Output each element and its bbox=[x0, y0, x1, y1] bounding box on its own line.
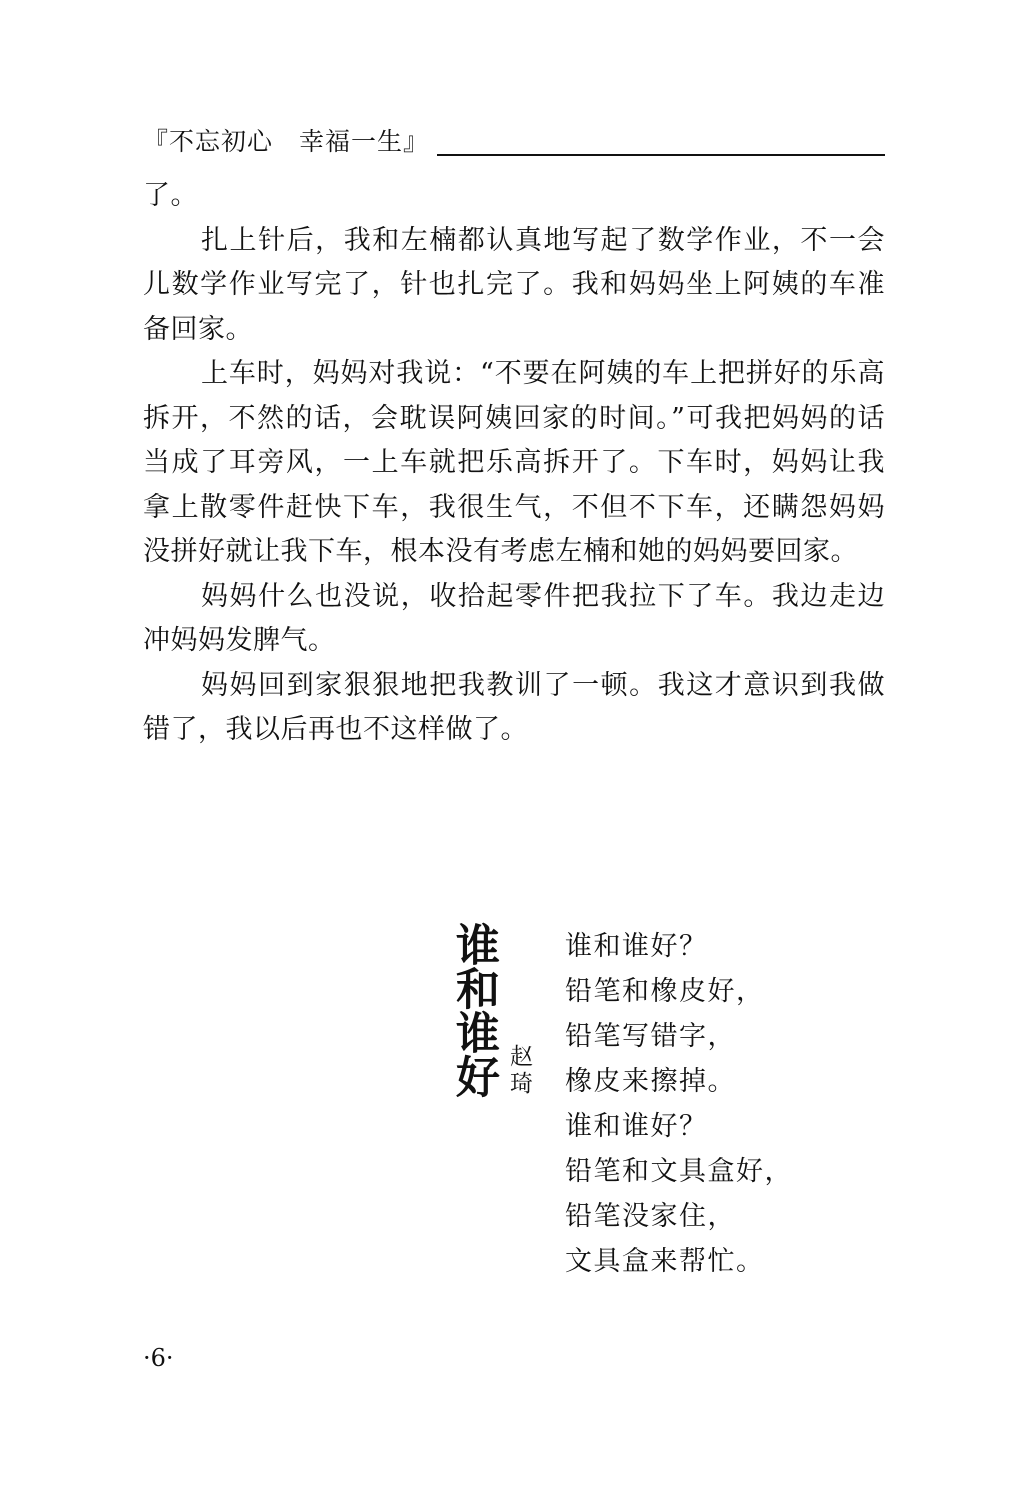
poem-line: 铅笔和橡皮好， bbox=[565, 976, 765, 1007]
poem-body bbox=[565, 924, 885, 1284]
poem-title: 谁和谁好 bbox=[448, 922, 499, 1098]
poem-line: 铅笔没家住， bbox=[565, 1201, 736, 1232]
poem-line: 谁和谁好？ bbox=[565, 931, 708, 962]
paragraph: 扎上针后，我和左楠都认真地写起了数学作业，不一会儿数学作业写完了，针也扎完了。我和妈妈坐上阿姨的车准备回家。 bbox=[143, 224, 885, 345]
poem-line: 铅笔和文具盒好， bbox=[565, 1156, 793, 1187]
essay-body bbox=[143, 174, 885, 753]
paragraph: 妈妈回到家狠狠地把我教训了一顿。我这才意识到我做错了，我以后再也不这样做了。 bbox=[143, 669, 885, 745]
poem-line: 文具盒来帮忙。 bbox=[565, 1246, 765, 1277]
poem-line: 橡皮来擦掉。 bbox=[565, 1066, 736, 1097]
paragraph: 上车时，妈妈对我说：“不要在阿姨的车上把拼好的乐高拆开，不然的话，会耽误阿姨回家的时间。”可我把妈妈的话当成了耳旁风，一上车就把乐高拆开了。下车时，妈妈让我拿上散零件赶快下车，我很生气，不但不下车，还瞒怨妈妈没拼好就让我下车，根本没有考虑左楠和她的妈妈要回家。 bbox=[143, 358, 885, 567]
running-header bbox=[143, 127, 885, 157]
poem-line: 谁和谁好？ bbox=[565, 1111, 708, 1142]
paragraph-continuation: 了。 bbox=[143, 180, 198, 211]
page-number: ·6· bbox=[143, 1344, 174, 1372]
header-title: 『不忘初心 幸福一生』 bbox=[143, 127, 437, 157]
poem-line: 铅笔写错字， bbox=[565, 1021, 736, 1052]
paragraph: 妈妈什么也没说，收拾起零件把我拉下了车。我边走边冲妈妈发脾气。 bbox=[143, 580, 885, 656]
poem-author: 赵琦 bbox=[506, 1044, 532, 1098]
